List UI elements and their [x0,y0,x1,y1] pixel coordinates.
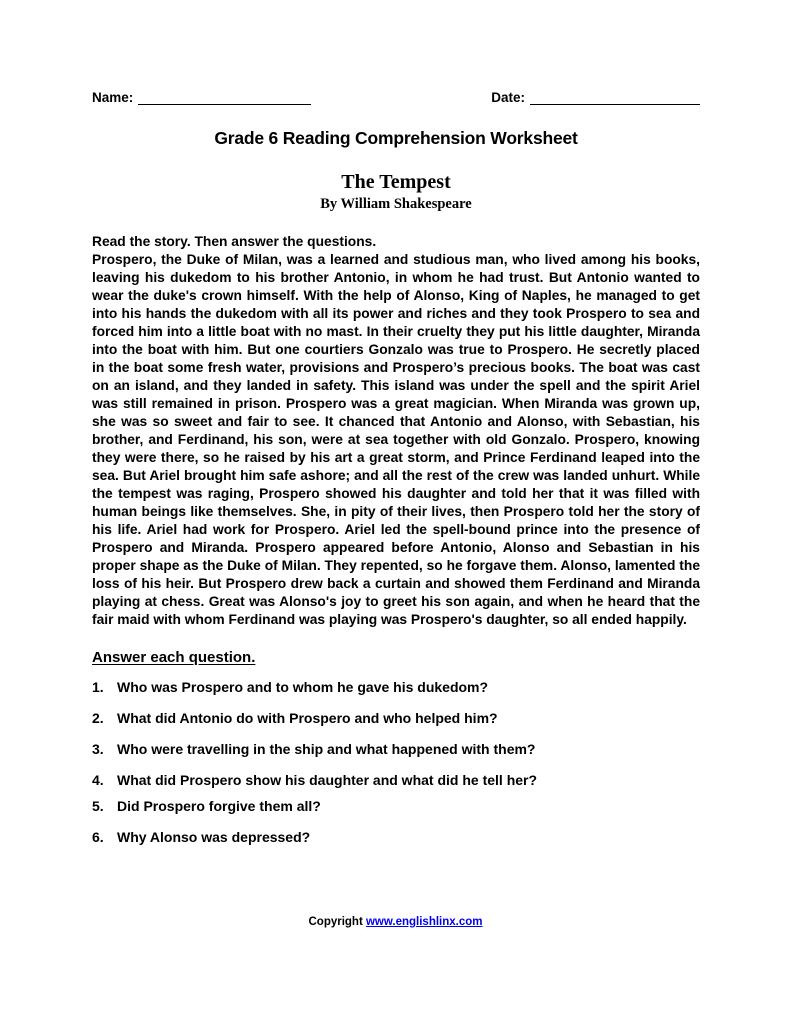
question-number: 6. [92,829,104,845]
question-item-4 [92,771,700,789]
question-item-6 [92,828,700,846]
question-item-5 [92,797,700,815]
name-date-row [92,90,700,105]
story-byline: By William Shakespeare [320,196,472,212]
question-number: 2. [92,710,104,726]
question-item-3 [92,740,700,758]
date-label: Date: [491,90,525,105]
questions-heading: Answer each question. [92,649,256,666]
question-text: Who were travelling in the ship and what happened with them? [117,741,536,757]
question-item-1 [92,678,700,696]
name-blank-line [138,90,311,105]
story-title: The Tempest [341,171,451,193]
question-text: Did Prospero forgive them all? [117,798,321,814]
worksheet-heading: Grade 6 Reading Comprehension Worksheet [214,128,578,148]
story-instructions: Read the story. Then answer the questions. [92,234,377,249]
question-item-2 [92,709,700,727]
question-text: What did Prospero show his daughter and what did he tell her? [117,772,538,788]
question-text: Who was Prospero and to whom he gave his dukedom? [117,679,489,695]
copyright-label: Copyright [308,916,366,928]
question-text: Why Alonso was depressed? [117,829,311,845]
name-field-group [92,90,311,105]
date-field-group [491,90,700,105]
name-label: Name: [92,90,134,105]
story-text: Prospero, the Duke of Milan, was a learned and studious man, who lived among his books, leaving his dukedom to his brother Antonio, in whom he had trust. But Antonio wanted to wear the duke's crown himself. With the help of Alonso, King of Naples, he managed to get into his hands the dukedom with all its power and riches and they took Prospero to sea and forced him into a little boat with no mast. In their cruelty they put his little daughter, Miranda into the boat with him. But one courtiers Gonzalo was true to Prospero. He secretly placed in the boat some fresh water, provisions and Prospero’s precious books. The boat was cast on an island, and they landed in safety. This island was under the spell and the spirit Ariel was still remained in prison. Prospero was a great magician. When Miranda was grown up, she was so sweet and fair to see. It chanced that Antonio and Alonso, with Sebastian, his brother, and Ferdinand, his son, were at sea together with old Gonzalo. Prospero, knowing they were there, so he raised by his art a great storm, and Prince Ferdinand leaped into the sea. But Ariel brought him safe ashore; and all the rest of the crew was landed unhurt. While the tempest was raging, Prospero showed his daughter and told her that it was filled with human beings like themselves. She, in pity of their lives, then Prospero told her the story of his life. Ariel had work for Prospero. Ariel led the spell-bound prince into the presence of Prospero and Miranda. Prospero appeared before Antonio, Alonso and Sebastian in his proper shape as the Duke of Milan. They repented, so he forgave them. Alonso, lamented the loss of his heir. But Prospero drew back a curtain and showed them Ferdinand and Miranda playing at chess. Great was Alonso's joy to greet his son again, and when he heard that the fair maid with whom Ferdinand was playing was Prospero's daughter, so all ended happily. [92,252,700,627]
question-number: 1. [92,679,104,695]
footer-copyright [0,916,791,928]
question-number: 3. [92,741,104,757]
englishlinx-link[interactable]: www.englishlinx.com [365,916,483,928]
question-number: 4. [92,772,104,788]
date-blank-line [530,90,700,105]
question-list [92,678,700,846]
question-number: 5. [92,798,104,814]
question-text: What did Antonio do with Prospero and who helped him? [117,710,498,726]
